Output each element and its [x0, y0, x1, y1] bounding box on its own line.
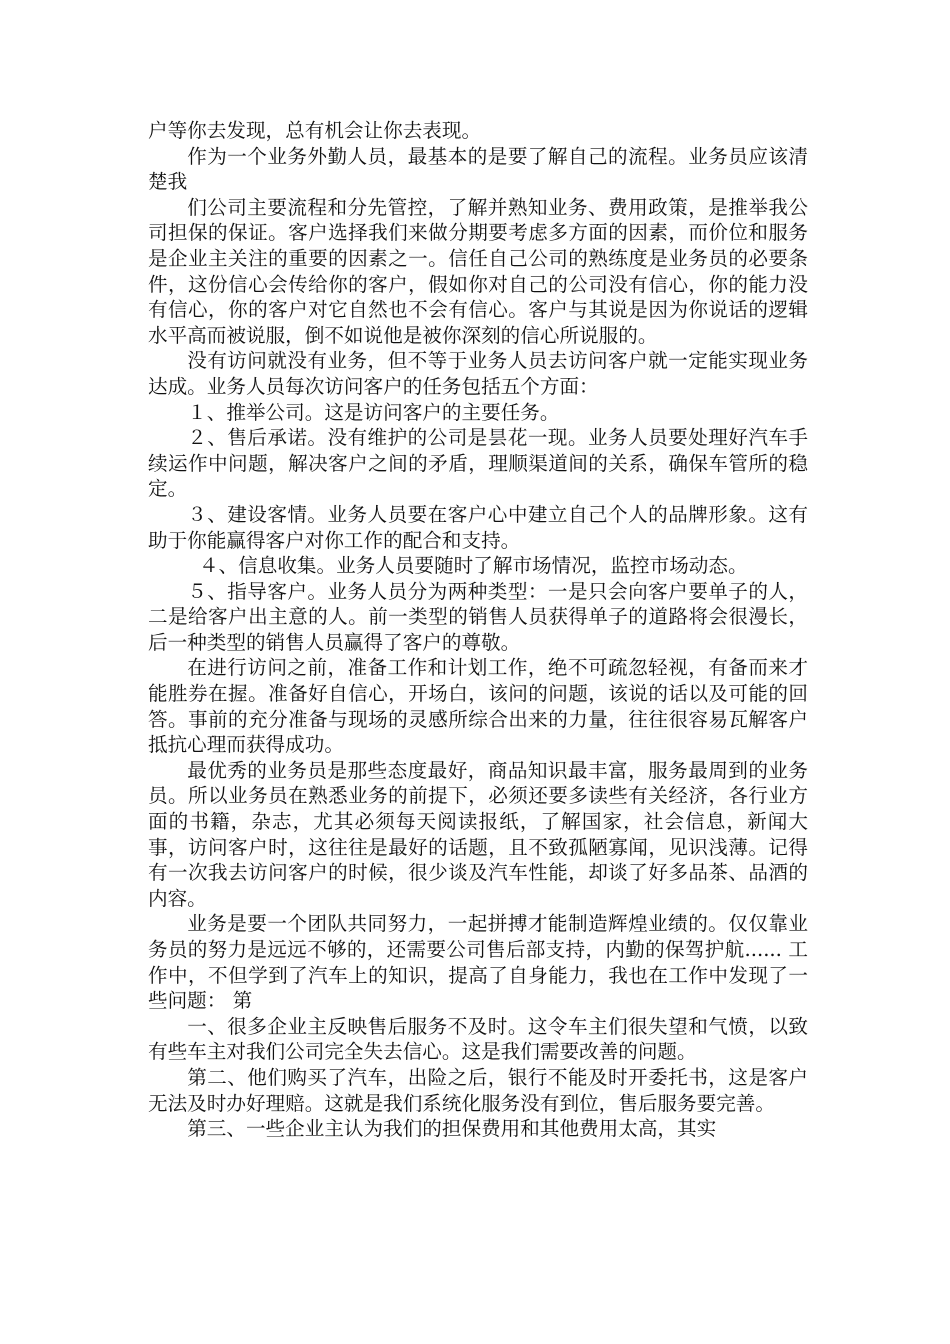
- document-page: [148, 118, 808, 1142]
- paragraph-issue-one: 一、很多企业主反映售后服务不及时。这令车主们很失望和气愤，以致有些车主对我们公司完全失去信心。这是我们需要改善的问题。: [148, 1014, 808, 1064]
- list-item-customer-relations: ３、建设客情。业务人员要在客户心中建立自己个人的品牌形象。这有助于你能赢得客户对你工作的配合和支持。: [148, 502, 808, 552]
- list-item-promote-company: １、推举公司。这是访问客户的主要任务。: [187, 400, 560, 424]
- paragraph-teamwork: 业务是要一个团队共同努力，一起拼搏才能制造辉煌业绩的。仅仅靠业务员的努力是远远不够的，还需要公司售后部支持，内勤的保驾护航...... 工作中，不但学到了汽车上的知识，提高了自身能力，我也在工作中发现了一些问题： 第: [148, 912, 808, 1013]
- list-item-info-collection: ４、信息收集。业务人员要随时了解市场情况，监控市场动态。: [198, 554, 748, 578]
- paragraph-visit-tasks-intro: 没有访问就没有业务，但不等于业务人员去访问客户就一定能实现业务达成。业务人员每次访问客户的任务包括五个方面：: [148, 349, 808, 398]
- paragraph-company-confidence: 们公司主要流程和分先管控，了解并熟知业务、费用政策，是推举我公司担保的保证。客户选择我们来做分期要考虑多方面的因素，而价位和服务是企业主关注的重要的因素之一。信任自己公司的熟练度是业务员的必要条件，这份信心会传给你的客户，假如你对自己的公司没有信心，你的能力没有信心，你的客户对它自然也不会有信心。客户与其说是因为你说话的逻辑水平高而被说服，倒不如说他是被你深刻的信心所说服的。: [148, 195, 808, 347]
- paragraph-continuation: 户等你去发现，总有机会让你去表现。: [148, 119, 482, 142]
- paragraph-visit-preparation: 在进行访问之前，准备工作和计划工作，绝不可疏忽轻视，有备而来才能胜券在握。准备好自信心，开场白，该问的问题，该说的话以及可能的回答。事前的充分准备与现场的灵感所综合出来的力量，往往很容易瓦解客户抵抗心理而获得成功。: [148, 656, 808, 757]
- list-item-after-sales: ２、售后承诺。没有维护的公司是昙花一现。业务人员要处理好汽车手续运作中问题，解决客户之间的矛盾，理顺渠道间的关系，确保车管所的稳定。: [148, 426, 808, 501]
- paragraph-best-salesperson: 最优秀的业务员是那些态度最好，商品知识最丰富，服务最周到的业务员。所以业务员在熟悉业务的前提下，必须还要多读些有关经济，各行业方面的书籍，杂志，尤其必须每天阅读报纸，了解国家，社会信息，新闻大事，访问客户时，这往往是最好的话题，且不致孤陋寡闻，见识浅薄。记得有一次我去访问客户的时候，很少谈及汽车性能，却谈了好多品茶、品酒的内容。: [148, 758, 808, 910]
- paragraph-issue-three: 第三、一些企业主认为我们的担保费用和其他费用太高，其实: [187, 1117, 717, 1141]
- list-item-guide-customers: ５、指导客户。业务人员分为两种类型：一是只会向客户要单子的人，二是给客户出主意的人。前一类型的销售人员获得单子的道路将会很漫长，后一种类型的销售人员赢得了客户的尊敬。: [148, 579, 808, 654]
- paragraph-field-staff-process: 作为一个业务外勤人员，最基本的是要了解自己的流程。业务员应该清楚我: [148, 144, 808, 194]
- paragraph-issue-two: 第二、他们购买了汽车，出险之后，银行不能及时开委托书，这是客户无法及时办好理赔。这就是我们系统化服务没有到位，售后服务要完善。: [148, 1065, 808, 1115]
